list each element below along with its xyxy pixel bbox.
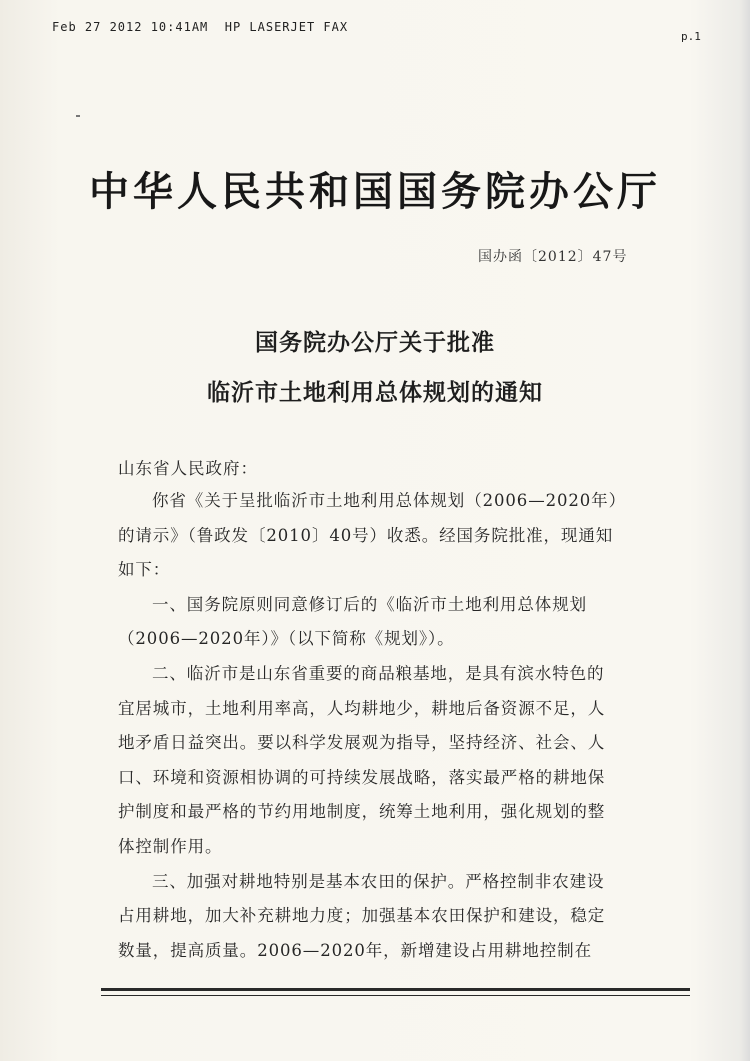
body-line: 如下：: [118, 560, 171, 580]
body-line: 二、临沂市是山东省重要的商品粮基地，是具有滨水特色的: [152, 663, 605, 683]
document-title-line-2: 临沂市土地利用总体规划的通知: [207, 380, 543, 406]
fax-device: HP LASERJET FAX: [224, 20, 349, 34]
body-line: （2006—2020年）》（以下简称《规划》）。: [118, 629, 455, 649]
fax-timestamp: Feb 27 2012 10:41AM: [52, 20, 209, 34]
body-line: 一、国务院原则同意修订后的《临沂市土地利用总体规划: [152, 594, 587, 614]
body-line: 地矛盾日益突出。要以科学发展观为指导，坚持经济、社会、人: [118, 733, 606, 753]
body-line: 体控制作用。: [118, 836, 223, 856]
body-line: 口、环境和资源相协调的可持续发展战略，落实最严格的耕地保: [118, 767, 606, 787]
footer-rule-thin: [101, 995, 690, 996]
document-title-line-1: 国务院办公厅关于批准: [255, 330, 495, 356]
body-line: 数量，提高质量。2006—2020年，新增建设占用耕地控制在: [118, 940, 592, 960]
body-line: 的请示》（鲁政发〔2010〕40号）收悉。经国务院批准，现通知: [118, 525, 614, 545]
body-line: 三、加强对耕地特别是基本农田的保护。严格控制非农建设: [152, 871, 605, 891]
body-line: 你省《关于呈批临沂市土地利用总体规划（2006—2020年）: [152, 491, 626, 510]
footer-rule-thick: [101, 988, 690, 991]
issuing-office-title: 中华人民共和国国务院办公厅: [89, 169, 661, 215]
document-number: 国办函〔2012〕47号: [478, 249, 628, 265]
body-line: 占用耕地，加大补充耕地力度；加强基本农田保护和建设，稳定: [118, 906, 606, 926]
body-line: 护制度和最严格的节约用地制度，统筹土地利用，强化规划的整: [118, 802, 606, 822]
document-title: [0, 318, 750, 418]
body-line: 宜居城市，土地利用率高，人均耕地少，耕地后备资源不足，人: [118, 698, 606, 718]
body-text: [118, 484, 663, 968]
fax-page-number: p.1: [681, 30, 701, 43]
scan-speck: [76, 115, 80, 117]
salutation: 山东省人民政府：: [118, 459, 258, 478]
fax-header: [52, 20, 348, 34]
